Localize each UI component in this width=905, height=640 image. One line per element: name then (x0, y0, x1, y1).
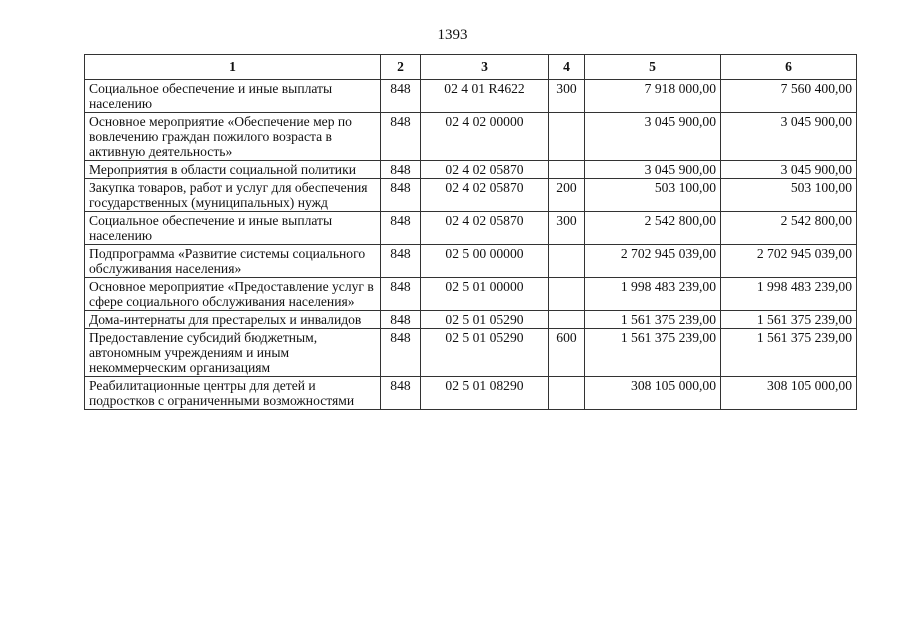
row-amount-2: 1 561 375 239,00 (721, 329, 857, 377)
row-code: 848 (381, 179, 421, 212)
row-name: Социальное обеспечение и иные выплаты населению (85, 212, 381, 245)
row-expense-type (549, 161, 585, 179)
row-amount-1: 3 045 900,00 (585, 113, 721, 161)
row-name: Основное мероприятие «Обеспечение мер по вовлечению граждан пожилого возраста в активную деятельность» (85, 113, 381, 161)
row-target-article: 02 5 00 00000 (421, 245, 549, 278)
row-code: 848 (381, 278, 421, 311)
column-header: 1 (85, 55, 381, 80)
row-target-article: 02 4 02 05870 (421, 212, 549, 245)
table-row (85, 377, 857, 410)
table-row (85, 161, 857, 179)
row-target-article: 02 5 01 00000 (421, 278, 549, 311)
row-amount-1: 1 998 483 239,00 (585, 278, 721, 311)
row-amount-2: 2 542 800,00 (721, 212, 857, 245)
row-expense-type (549, 278, 585, 311)
row-expense-type (549, 311, 585, 329)
row-amount-2: 503 100,00 (721, 179, 857, 212)
row-name: Предоставление субсидий бюджетным, автономным учреждениям и иным некоммерческим организациям (85, 329, 381, 377)
row-code: 848 (381, 80, 421, 113)
row-code: 848 (381, 329, 421, 377)
row-amount-1: 503 100,00 (585, 179, 721, 212)
row-name: Основное мероприятие «Предоставление услуг в сфере социального обслуживания населения» (85, 278, 381, 311)
row-code: 848 (381, 212, 421, 245)
row-code: 848 (381, 245, 421, 278)
row-name: Реабилитационные центры для детей и подростков с ограниченными возможностями (85, 377, 381, 410)
row-name: Дома-интернаты для престарелых и инвалидов (85, 311, 381, 329)
row-amount-1: 3 045 900,00 (585, 161, 721, 179)
row-amount-2: 3 045 900,00 (721, 161, 857, 179)
row-amount-2: 1 998 483 239,00 (721, 278, 857, 311)
table-row (85, 179, 857, 212)
table-row (85, 311, 857, 329)
column-header: 5 (585, 55, 721, 80)
row-target-article: 02 4 01 R4622 (421, 80, 549, 113)
table-row (85, 212, 857, 245)
column-header: 6 (721, 55, 857, 80)
row-code: 848 (381, 161, 421, 179)
table-row (85, 245, 857, 278)
row-target-article: 02 5 01 05290 (421, 329, 549, 377)
row-amount-1: 1 561 375 239,00 (585, 311, 721, 329)
row-amount-1: 1 561 375 239,00 (585, 329, 721, 377)
row-name: Закупка товаров, работ и услуг для обеспечения государственных (муниципальных) нужд (85, 179, 381, 212)
row-name: Мероприятия в области социальной политики (85, 161, 381, 179)
row-amount-1: 308 105 000,00 (585, 377, 721, 410)
column-header: 2 (381, 55, 421, 80)
row-target-article: 02 4 02 05870 (421, 179, 549, 212)
row-amount-1: 2 542 800,00 (585, 212, 721, 245)
table-header-row (85, 55, 857, 80)
row-expense-type: 300 (549, 212, 585, 245)
row-expense-type (549, 377, 585, 410)
row-expense-type (549, 113, 585, 161)
table-row (85, 278, 857, 311)
table-row (85, 329, 857, 377)
row-amount-2: 1 561 375 239,00 (721, 311, 857, 329)
column-header: 4 (549, 55, 585, 80)
row-amount-2: 2 702 945 039,00 (721, 245, 857, 278)
row-expense-type: 200 (549, 179, 585, 212)
budget-table (84, 54, 857, 410)
row-target-article: 02 5 01 05290 (421, 311, 549, 329)
page-number: 1393 (437, 27, 468, 43)
row-expense-type (549, 245, 585, 278)
row-code: 848 (381, 113, 421, 161)
row-name: Социальное обеспечение и иные выплаты населению (85, 80, 381, 113)
row-amount-2: 3 045 900,00 (721, 113, 857, 161)
row-amount-1: 2 702 945 039,00 (585, 245, 721, 278)
table-row (85, 80, 857, 113)
row-expense-type: 300 (549, 80, 585, 113)
row-amount-2: 308 105 000,00 (721, 377, 857, 410)
row-expense-type: 600 (549, 329, 585, 377)
row-amount-1: 7 918 000,00 (585, 80, 721, 113)
row-name: Подпрограмма «Развитие системы социального обслуживания населения» (85, 245, 381, 278)
row-amount-2: 7 560 400,00 (721, 80, 857, 113)
row-code: 848 (381, 377, 421, 410)
table-row (85, 113, 857, 161)
row-target-article: 02 4 02 05870 (421, 161, 549, 179)
row-target-article: 02 5 01 08290 (421, 377, 549, 410)
column-header: 3 (421, 55, 549, 80)
row-code: 848 (381, 311, 421, 329)
row-target-article: 02 4 02 00000 (421, 113, 549, 161)
